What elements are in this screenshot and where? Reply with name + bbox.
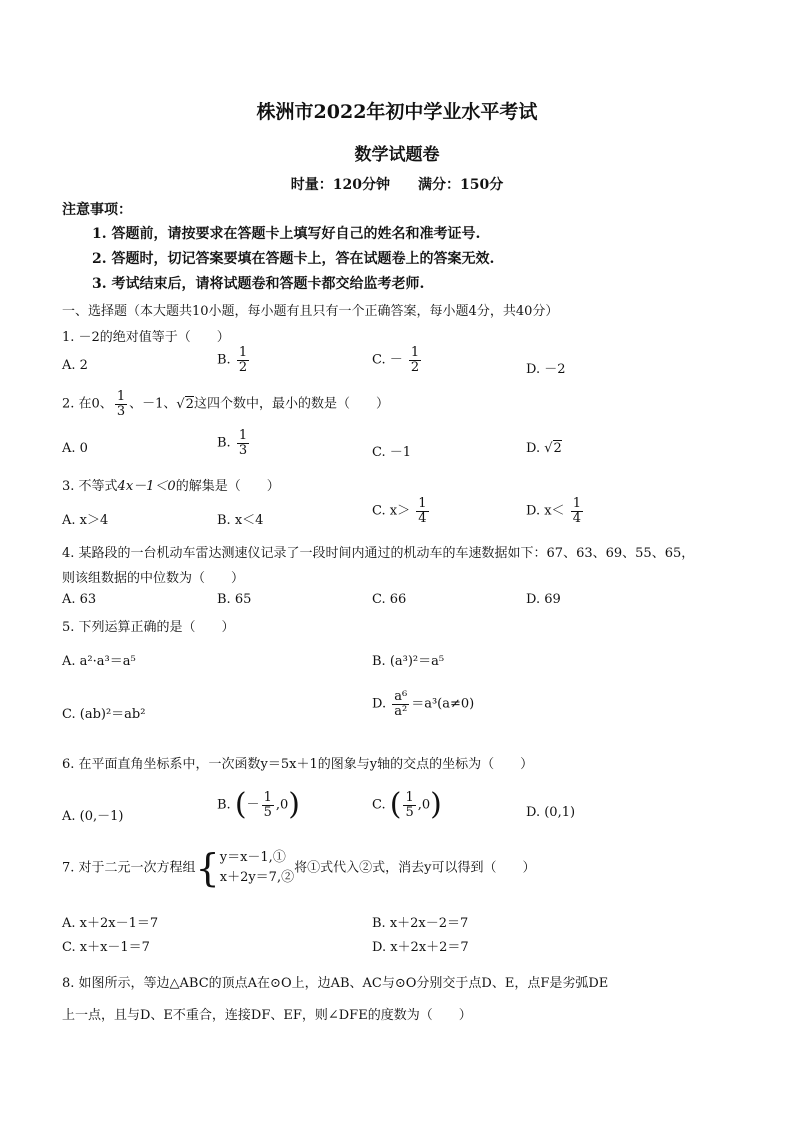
q1-option-b: B. $\frac{1}{2}$: [217, 345, 248, 375]
page-title: 株洲市2022年初中学业水平考试: [256, 101, 538, 123]
q5-option-c: C. (ab)²＝ab²: [62, 707, 146, 722]
q7-option-c: C. x＋x－1＝7: [62, 940, 150, 955]
q4-option-a: A. 63: [62, 592, 97, 607]
q4-stem-line2: 则该组数据的中位数为（ ）: [62, 571, 245, 586]
q6-option-d: D. (0,1): [526, 805, 576, 820]
q2-option-d: D. √2: [526, 441, 562, 456]
q6-option-b: B. (－ $\frac{1}{5}$ ,0): [217, 787, 300, 822]
q4-option-c: C. 66: [372, 592, 407, 607]
q2-option-b: B. $\frac{1}{3}$: [217, 428, 248, 458]
q4-option-d: D. 69: [526, 592, 561, 607]
q3-option-b: B. x＜4: [217, 513, 264, 528]
notice-item-2: 2. 答题时，切记答案要填在答题卡上，答在试题卷上的答案无效.: [92, 251, 495, 267]
q2-stem: 2. 在0、 $\frac{1}{3}$ 、－1、√2这四个数中，最小的数是（ ）: [62, 389, 389, 419]
q7-option-a: A. x＋2x－1＝7: [62, 916, 159, 931]
q6-option-c: C. ( $\frac{1}{5}$ ,0): [372, 787, 442, 822]
q6-stem: 6. 在平面直角坐标系中，一次函数y＝5x＋1的图象与y轴的交点的坐标为（ ）: [62, 757, 534, 772]
q2-option-c: C. －1: [372, 445, 412, 460]
notice-item-1: 1. 答题前，请按要求在答题卡上填写好自己的姓名和准考证号.: [92, 226, 481, 242]
notice-item-3: 3. 考试结束后，请将试题卷和答题卡都交给监考老师.: [92, 276, 425, 292]
q8-stem-line1: 8. 如图所示，等边△ABC的顶点A在⊙O上，边AB、AC与⊙O分别交于点D、E，点F是劣弧DE: [62, 976, 609, 991]
section-heading: 一、选择题（本大题共10小题，每小题有且只有一个正确答案，每小题4分，共40分）: [62, 304, 559, 319]
q7-option-d: D. x＋2x＋2＝7: [372, 940, 469, 955]
q2-option-a: A. 0: [62, 441, 88, 456]
q1-stem: 1. －2的绝对值等于（ ）: [62, 330, 230, 345]
q3-option-a: A. x＞4: [62, 513, 109, 528]
page-subtitle: 数学试题卷: [354, 145, 440, 165]
q3-stem: 3. 不等式4x－1＜0的解集是（ ）: [62, 479, 280, 494]
q6-option-a: A. (0,－1): [62, 809, 124, 824]
q5-stem: 5. 下列运算正确的是（ ）: [62, 620, 235, 635]
q4-option-b: B. 65: [217, 592, 252, 607]
q3-option-c: C. x＞ $\frac{1}{4}$: [372, 496, 427, 526]
q5-option-a: A. a²·a³＝a⁵: [62, 654, 136, 669]
q1-option-d: D. －2: [526, 362, 566, 377]
q3-option-d: D. x＜ $\frac{1}{4}$: [526, 496, 581, 526]
notice-heading: 注意事项：: [62, 202, 132, 218]
q7-option-b: B. x＋2x－2＝7: [372, 916, 469, 931]
q1-option-c: C. － $\frac{1}{2}$: [372, 345, 420, 375]
q5-option-d: D. $\frac{\text{a⁶}}{\text{a²}}$ ＝a³(a≠0): [372, 689, 475, 719]
q4-stem-line1: 4. 某路段的一台机动车雷达测速仪记录了一段时间内通过的机动车的车速数据如下：67、63、69、55、65，: [62, 546, 695, 561]
q1-option-a: A. 2: [62, 358, 88, 373]
q7-stem: 7. 对于二元一次方程组{ y＝x－1,① x＋2y＝7,② 将①式代入②式，消去y可以得到（ ）: [62, 846, 536, 891]
q8-stem-line2: 上一点，且与D、E不重合，连接DF、EF，则∠DFE的度数为（ ）: [62, 1008, 472, 1023]
time-info: 时量：120分钟 满分：150分: [290, 177, 504, 193]
q5-option-b: B. (a³)²＝a⁵: [372, 654, 445, 669]
